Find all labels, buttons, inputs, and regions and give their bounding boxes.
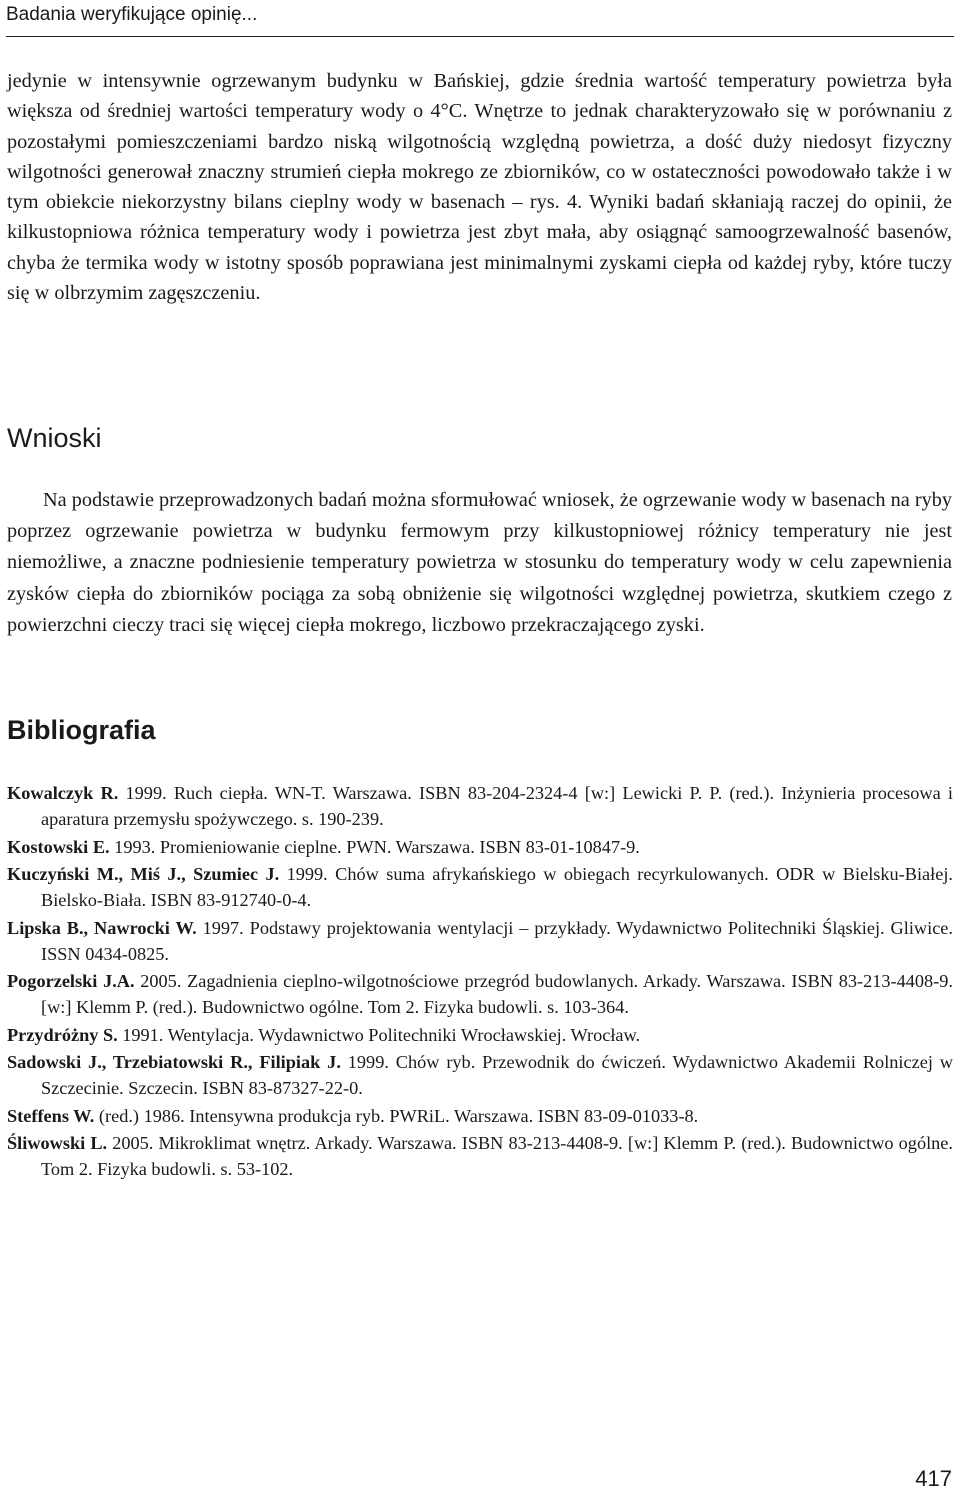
entry-authors: Kostowski E. xyxy=(7,836,110,857)
bibliography-entry xyxy=(7,861,953,913)
entry-details: 1999. Chów ryb. Przewodnik do ćwiczeń. Wydawnictwo Akademii Rolniczej w Szczecinie. Szczecin. ISBN 83-87327-22-0. xyxy=(41,1052,953,1099)
bibliography-entry xyxy=(7,915,953,967)
running-head: Badania weryfikujące opinię... xyxy=(6,4,258,25)
bibliography-entry xyxy=(7,1022,953,1048)
entry-details: (red.) 1986. Intensywna produkcja ryb. PWRiL. Warszawa. ISBN 83-09-01033-8. xyxy=(94,1105,699,1126)
entry-authors: Sadowski J., Trzebiatowski R., Filipiak J. xyxy=(7,1052,341,1073)
header-rule xyxy=(6,36,954,37)
entry-details: 2005. Zagadnienia cieplno-wilgotnościowe przegród budowlanych. Arkady. Warszawa. ISBN 83-213-4408-9. [w:] Klemm P. (red.). Budownictwo ogólne. Tom 2. Fizyka budowli. s. 103-364. xyxy=(41,971,953,1018)
entry-details: 2005. Mikroklimat wnętrz. Arkady. Warszawa. ISBN 83-213-4408-9. [w:] Klemm P. (red.). Budownictwo ogólne. Tom 2. Fizyka budowli. s. 53-102. xyxy=(41,1133,953,1180)
bibliography-entry xyxy=(7,834,953,860)
bibliography-entry xyxy=(7,780,953,832)
bibliography-list xyxy=(7,780,953,1184)
page-number: 417 xyxy=(915,1466,952,1491)
entry-authors: Lipska B., Nawrocki W. xyxy=(7,917,197,938)
entry-details: 1991. Wentylacja. Wydawnictwo Politechniki Wrocławskiej. Wrocław. xyxy=(117,1024,641,1045)
entry-authors: Pogorzelski J.A. xyxy=(7,971,135,992)
entry-details: 1993. Promieniowanie cieplne. PWN. Warszawa. ISBN 83-01-10847-9. xyxy=(109,836,640,857)
entry-authors: Steffens W. xyxy=(7,1105,95,1126)
section-heading-conclusions: Wnioski xyxy=(7,423,102,453)
entry-details: 1997. Podstawy projektowania wentylacji – przykłady. Wydawnictwo Politechniki Śląskiej. Gliwice. ISSN 0434-0825. xyxy=(41,917,953,964)
bibliography-entry xyxy=(7,968,953,1020)
body-paragraph: jedynie w intensywnie ogrzewanym budynku w Bańskiej, gdzie średnia wartość temperatury powietrza była większa od średniej wartości temperatury wody o 4°C. Wnętrze to jednak charakteryzowało się w porównaniu z pozostałymi pomieszczeniami bardzo niską wilgotnością względną powietrza, a dość duży niedosyt fizyczny wilgotności generował znaczny strumień ciepła mokrego ze zbiorników, co w ostateczności powodowało także i w tym obiekcie niekorzystny bilans cieplny wody w basenach – rys. 4. Wyniki badań skłaniają raczej do opinii, że kilkustopniowa różnica temperatury wody i powietrza jest zbyt mała, aby osiągnąć samoogrzewalność basenów, chyba że termika wody w istotny sposób poprawiana jest minimalnymi zyskami ciepła od każdej ryby, które tuczy się w olbrzymim zagęszczeniu. xyxy=(7,70,952,305)
conclusions-paragraph: Na podstawie przeprowadzonych badań można sformułować wniosek, że ogrzewanie wody w basenach na ryby poprzez ogrzewanie powietrza w budynku fermowym przy kilkustopniowej różnicy temperatury nie jest niemożliwe, a znaczne podniesienie temperatury powietrza w stosunku do temperatury wody w celu zapewnienia zysków ciepła do zbiorników pociąga za sobą obniżenie się wilgotności względnej powietrza, skutkiem czego z powierzchni cieczy traci się więcej ciepła mokrego, liczbowo przekraczającego zyski. xyxy=(7,489,952,636)
entry-authors: Śliwowski L. xyxy=(7,1133,108,1154)
bibliography-entry xyxy=(7,1130,953,1182)
entry-details: 1999. Ruch ciepła. WN-T. Warszawa. ISBN 83-204-2324-4 [w:] Lewicki P. P. (red.). Inżynieria procesowa i aparatura przemysłu spożywczego. s. 190-239. xyxy=(41,783,953,830)
entry-authors: Przydróżny S. xyxy=(7,1024,118,1045)
entry-authors: Kuczyński M., Miś J., Szumiec J. xyxy=(7,863,280,884)
section-heading-bibliography: Bibliografia xyxy=(7,715,156,745)
entry-authors: Kowalczyk R. xyxy=(7,783,119,803)
bibliography-entry xyxy=(7,1049,953,1101)
entry-details: 1999. Chów suma afrykańskiego w obiegach recyrkulowanych. ODR w Bielsku-Białej. Bielsko-Biała. ISBN 83-912740-0-4. xyxy=(41,863,953,911)
bibliography-entry xyxy=(7,1103,953,1129)
